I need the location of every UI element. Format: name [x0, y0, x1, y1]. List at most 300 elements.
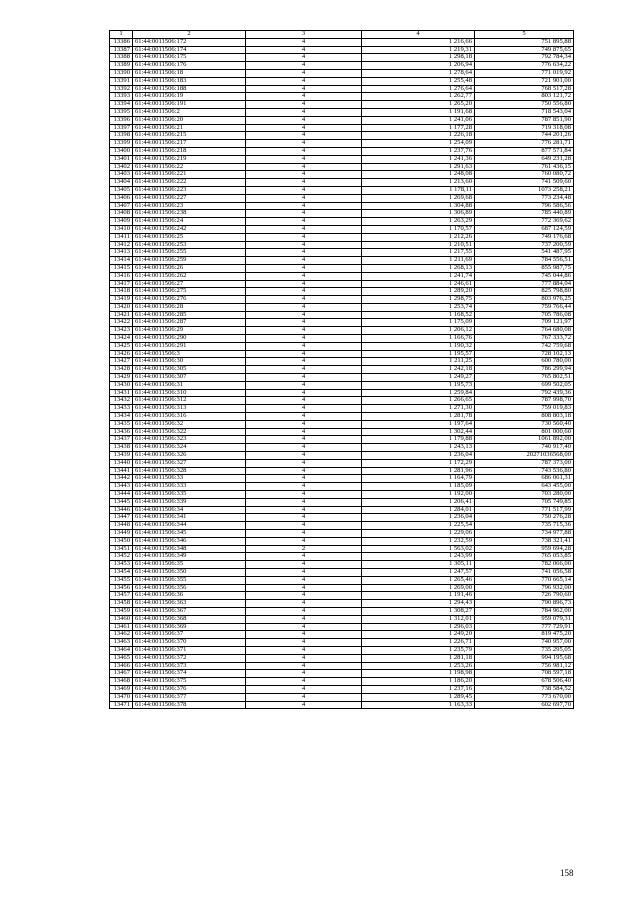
- table-row: [110, 397, 574, 405]
- cadastral-number-cell: 61:44:0011506:316: [133, 413, 246, 421]
- table-row: [110, 303, 574, 311]
- cadastral-value-cell: 759 766,44: [475, 303, 574, 311]
- cadastral-number-cell: 61:44:0011506:172: [133, 38, 246, 46]
- cadastral-number-cell: 61:44:0011506:374: [133, 670, 246, 678]
- cadastral-number-cell: 61:44:0011506:22: [133, 163, 246, 171]
- specific-value-cell: 1 291,63: [362, 163, 475, 171]
- cadastral-value-cell: 726 790,60: [475, 592, 574, 600]
- table-row: [110, 69, 574, 77]
- group-code-cell: 4: [246, 615, 362, 623]
- specific-value-cell: 1 190,32: [362, 342, 475, 350]
- row-number-cell: 13402: [110, 163, 133, 171]
- table-row: [110, 327, 574, 335]
- table-row: [110, 233, 574, 241]
- cadastral-number-cell: 61:44:0011506:262: [133, 272, 246, 280]
- specific-value-cell: 1 197,64: [362, 420, 475, 428]
- cadastral-number-cell: 61:44:0011506:285: [133, 311, 246, 319]
- table-row: [110, 257, 574, 265]
- group-code-cell: 4: [246, 225, 362, 233]
- table-row: [110, 568, 574, 576]
- cadastral-number-cell: 61:44:0011506:21: [133, 124, 246, 132]
- cadastral-number-cell: 61:44:0011506:227: [133, 194, 246, 202]
- cadastral-value-cell: 756 981,12: [475, 662, 574, 670]
- group-code-cell: 4: [246, 202, 362, 210]
- row-number-cell: 13391: [110, 77, 133, 85]
- cadastral-value-cell: 738 584,52: [475, 685, 574, 693]
- group-code-cell: 4: [246, 132, 362, 140]
- table-row: [110, 413, 574, 421]
- specific-value-cell: 1 265,20: [362, 101, 475, 109]
- table-row: [110, 264, 574, 272]
- group-code-cell: 4: [246, 366, 362, 374]
- specific-value-cell: 1 172,29: [362, 459, 475, 467]
- cadastral-value-cell: 705 749,85: [475, 498, 574, 506]
- group-code-cell: 4: [246, 491, 362, 499]
- table-row: [110, 280, 574, 288]
- cadastral-number-cell: 61:44:0011506:183: [133, 77, 246, 85]
- row-number-cell: 13427: [110, 358, 133, 366]
- cadastral-number-cell: 61:44:0011506:27: [133, 280, 246, 288]
- group-code-cell: 4: [246, 85, 362, 93]
- cadastral-value-cell: 699 502,05: [475, 381, 574, 389]
- specific-value-cell: 1 236,04: [362, 452, 475, 460]
- group-code-cell: 4: [246, 420, 362, 428]
- group-code-cell: 4: [246, 264, 362, 272]
- row-number-cell: 13466: [110, 662, 133, 670]
- specific-value-cell: 1 248,08: [362, 171, 475, 179]
- group-code-cell: 4: [246, 561, 362, 569]
- group-code-cell: 4: [246, 428, 362, 436]
- specific-value-cell: 1 243,99: [362, 553, 475, 561]
- cadastral-number-cell: 61:44:0011506:307: [133, 374, 246, 382]
- row-number-cell: 13389: [110, 62, 133, 70]
- specific-value-cell: 1 226,18: [362, 132, 475, 140]
- table-row: [110, 615, 574, 623]
- row-number-cell: 13387: [110, 46, 133, 54]
- cadastral-number-cell: 61:44:0011506:322: [133, 428, 246, 436]
- specific-value-cell: 1 185,09: [362, 483, 475, 491]
- cadastral-number-cell: 61:44:0011506:368: [133, 615, 246, 623]
- row-number-cell: 13400: [110, 147, 133, 155]
- table-row: [110, 545, 574, 553]
- cadastral-value-cell: 730 560,40: [475, 420, 574, 428]
- cadastral-number-cell: 61:44:0011506:28: [133, 303, 246, 311]
- row-number-cell: 13417: [110, 280, 133, 288]
- cadastral-number-cell: 61:44:0011506:369: [133, 623, 246, 631]
- cadastral-value-cell: 765 053,85: [475, 553, 574, 561]
- group-code-cell: 4: [246, 116, 362, 124]
- specific-value-cell: 1 255,48: [362, 77, 475, 85]
- table-row: [110, 210, 574, 218]
- specific-value-cell: 1 166,76: [362, 335, 475, 343]
- specific-value-cell: 1 308,27: [362, 607, 475, 615]
- cadastral-value-cell: 703 280,00: [475, 491, 574, 499]
- row-number-cell: 13454: [110, 568, 133, 576]
- cadastral-value-cell: 721 901,00: [475, 77, 574, 85]
- table-row: [110, 576, 574, 584]
- cadastral-value-cell: 750 556,80: [475, 101, 574, 109]
- row-number-cell: 13438: [110, 444, 133, 452]
- row-number-cell: 13432: [110, 397, 133, 405]
- row-number-cell: 13459: [110, 607, 133, 615]
- row-number-cell: 13392: [110, 85, 133, 93]
- cadastral-value-cell: 808 803,18: [475, 413, 574, 421]
- cadastral-value-cell: 786 299,94: [475, 366, 574, 374]
- row-number-cell: 13445: [110, 498, 133, 506]
- table-row: [110, 249, 574, 257]
- group-code-cell: 4: [246, 358, 362, 366]
- specific-value-cell: 1 281,96: [362, 467, 475, 475]
- table-row: [110, 553, 574, 561]
- group-code-cell: 4: [246, 77, 362, 85]
- group-code-cell: 4: [246, 537, 362, 545]
- cadastral-value-cell: 803 976,25: [475, 296, 574, 304]
- specific-value-cell: 1 305,11: [362, 561, 475, 569]
- specific-value-cell: 1 177,28: [362, 124, 475, 132]
- cadastral-value-cell: 770 665,14: [475, 576, 574, 584]
- specific-value-cell: 1 235,79: [362, 646, 475, 654]
- group-code-cell: 4: [246, 678, 362, 686]
- cadastral-value-cell: 742 759,68: [475, 342, 574, 350]
- cadastral-number-cell: 61:44:0011506:175: [133, 54, 246, 62]
- group-code-cell: 4: [246, 623, 362, 631]
- specific-value-cell: 1 294,43: [362, 600, 475, 608]
- specific-value-cell: 1 192,00: [362, 491, 475, 499]
- group-code-cell: 4: [246, 171, 362, 179]
- group-code-cell: 4: [246, 592, 362, 600]
- specific-value-cell: 1 195,57: [362, 350, 475, 358]
- group-code-cell: 4: [246, 607, 362, 615]
- row-number-cell: 13425: [110, 342, 133, 350]
- group-code-cell: 4: [246, 584, 362, 592]
- row-number-cell: 13420: [110, 303, 133, 311]
- cadastral-number-cell: 61:44:0011506:344: [133, 522, 246, 530]
- table-row: [110, 171, 574, 179]
- group-code-cell: 4: [246, 600, 362, 608]
- row-number-cell: 13461: [110, 623, 133, 631]
- cadastral-number-cell: 61:44:0011506:221: [133, 171, 246, 179]
- cadastral-value-cell: 803 121,72: [475, 93, 574, 101]
- cadastral-value-cell: 777 884,04: [475, 280, 574, 288]
- row-number-cell: 13415: [110, 264, 133, 272]
- cadastral-number-cell: 61:44:0011506:313: [133, 405, 246, 413]
- table-row: [110, 639, 574, 647]
- row-number-cell: 13465: [110, 654, 133, 662]
- specific-value-cell: 1 269,00: [362, 584, 475, 592]
- row-number-cell: 13416: [110, 272, 133, 280]
- cadastral-number-cell: 61:44:0011506:218: [133, 147, 246, 155]
- row-number-cell: 13393: [110, 93, 133, 101]
- row-number-cell: 13412: [110, 241, 133, 249]
- row-number-cell: 13441: [110, 467, 133, 475]
- row-number-cell: 13449: [110, 530, 133, 538]
- table-row: [110, 452, 574, 460]
- cadastral-number-cell: 61:44:0011506:23: [133, 202, 246, 210]
- table-row: [110, 140, 574, 148]
- specific-value-cell: 1 298,18: [362, 54, 475, 62]
- cadastral-value-cell: 738 321,41: [475, 537, 574, 545]
- cadastral-value-cell: 787 998,70: [475, 397, 574, 405]
- cadastral-value-cell: 678 506,40: [475, 678, 574, 686]
- cadastral-number-cell: 61:44:0011506:20: [133, 116, 246, 124]
- row-number-cell: 13443: [110, 483, 133, 491]
- table-row: [110, 491, 574, 499]
- specific-value-cell: 1 229,06: [362, 530, 475, 538]
- cadastral-value-cell: 764 680,08: [475, 327, 574, 335]
- specific-value-cell: 1 266,65: [362, 397, 475, 405]
- table-row: [110, 350, 574, 358]
- table-row: [110, 186, 574, 194]
- cadastral-number-cell: 61:44:0011506:26: [133, 264, 246, 272]
- cadastral-number-cell: 61:44:0011506:30: [133, 358, 246, 366]
- row-number-cell: 13388: [110, 54, 133, 62]
- group-code-cell: 4: [246, 101, 362, 109]
- specific-value-cell: 1 211,25: [362, 358, 475, 366]
- table-row: [110, 163, 574, 171]
- row-number-cell: 13458: [110, 600, 133, 608]
- table-row: [110, 405, 574, 413]
- cadastral-value-cell: 759 019,83: [475, 405, 574, 413]
- group-code-cell: 4: [246, 646, 362, 654]
- cadastral-value-cell: 784 556,51: [475, 257, 574, 265]
- cadastral-number-cell: 61:44:0011506:32: [133, 420, 246, 428]
- cadastral-number-cell: 61:44:0011506:255: [133, 249, 246, 257]
- group-code-cell: 4: [246, 69, 362, 77]
- cadastral-number-cell: 61:44:0011506:326: [133, 452, 246, 460]
- cadastral-value-cell: 735 295,05: [475, 646, 574, 654]
- cadastral-value-cell: 776 634,22: [475, 62, 574, 70]
- cadastral-value-cell: 773 234,48: [475, 194, 574, 202]
- cadastral-number-cell: 61:44:0011506:219: [133, 155, 246, 163]
- group-code-cell: 4: [246, 342, 362, 350]
- group-code-cell: 4: [246, 186, 362, 194]
- table-row: [110, 374, 574, 382]
- cadastral-value-cell: 741 056,58: [475, 568, 574, 576]
- cadastral-number-cell: 61:44:0011506:217: [133, 140, 246, 148]
- cadastral-number-cell: 61:44:0011506:36: [133, 592, 246, 600]
- table-row: [110, 319, 574, 327]
- group-code-cell: 4: [246, 389, 362, 397]
- cadastral-value-cell: 959 079,31: [475, 615, 574, 623]
- cadastral-value-cell: 602 697,70: [475, 701, 574, 709]
- cadastral-number-cell: 61:44:0011506:350: [133, 568, 246, 576]
- row-number-cell: 13436: [110, 428, 133, 436]
- row-number-cell: 13409: [110, 218, 133, 226]
- table-row: [110, 194, 574, 202]
- group-code-cell: 4: [246, 124, 362, 132]
- group-code-cell: 4: [246, 288, 362, 296]
- table-row: [110, 623, 574, 631]
- specific-value-cell: 1 306,89: [362, 210, 475, 218]
- row-number-cell: 13399: [110, 140, 133, 148]
- cadastral-value-cell: 787 851,90: [475, 116, 574, 124]
- cadastral-value-cell: 643 455,00: [475, 483, 574, 491]
- cadastral-number-cell: 61:44:0011506:335: [133, 491, 246, 499]
- group-code-cell: 4: [246, 93, 362, 101]
- table-row: [110, 584, 574, 592]
- cadastral-value-cell: 749 176,68: [475, 233, 574, 241]
- group-code-cell: 4: [246, 397, 362, 405]
- specific-value-cell: 1 243,13: [362, 444, 475, 452]
- cadastral-number-cell: 61:44:0011506:33: [133, 475, 246, 483]
- cadastral-value-cell: 719 318,08: [475, 124, 574, 132]
- cadastral-number-cell: 61:44:0011506:238: [133, 210, 246, 218]
- table-row: [110, 38, 574, 46]
- specific-value-cell: 1 289,45: [362, 693, 475, 701]
- specific-value-cell: 1 247,57: [362, 568, 475, 576]
- table-row: [110, 592, 574, 600]
- specific-value-cell: 1 249,20: [362, 631, 475, 639]
- row-number-cell: 13397: [110, 124, 133, 132]
- cadastral-number-cell: 61:44:0011506:291: [133, 342, 246, 350]
- table-row: [110, 381, 574, 389]
- cadastral-value-cell: 686 061,31: [475, 475, 574, 483]
- cadastral-number-cell: 61:44:0011506:377: [133, 693, 246, 701]
- cadastral-value-cell: 740 957,00: [475, 639, 574, 647]
- table-row: [110, 225, 574, 233]
- cadastral-number-cell: 61:44:0011506:253: [133, 241, 246, 249]
- row-number-cell: 13429: [110, 374, 133, 382]
- group-code-cell: 4: [246, 46, 362, 54]
- row-number-cell: 13410: [110, 225, 133, 233]
- table-row: [110, 93, 574, 101]
- column-header-2: 2: [133, 31, 246, 39]
- table-row: [110, 530, 574, 538]
- row-number-cell: 13414: [110, 257, 133, 265]
- row-number-cell: 13403: [110, 171, 133, 179]
- group-code-cell: 4: [246, 194, 362, 202]
- table-row: [110, 288, 574, 296]
- column-header-3: 3: [246, 31, 362, 39]
- cadastral-value-cell: 773 670,00: [475, 693, 574, 701]
- table-row: [110, 132, 574, 140]
- table-row: [110, 467, 574, 475]
- cadastral-value-cell: 771 019,92: [475, 69, 574, 77]
- specific-value-cell: 1 191,68: [362, 108, 475, 116]
- cadastral-number-cell: 61:44:0011506:363: [133, 600, 246, 608]
- cadastral-value-cell: 765 802,51: [475, 374, 574, 382]
- cadastral-value-cell: 787 373,00: [475, 459, 574, 467]
- group-code-cell: 4: [246, 38, 362, 46]
- group-code-cell: 4: [246, 568, 362, 576]
- group-code-cell: 4: [246, 413, 362, 421]
- row-number-cell: 13442: [110, 475, 133, 483]
- cadastral-number-cell: 61:44:0011506:242: [133, 225, 246, 233]
- specific-value-cell: 1 206,41: [362, 498, 475, 506]
- cadastral-number-cell: 61:44:0011506:346: [133, 537, 246, 545]
- group-code-cell: 4: [246, 654, 362, 662]
- row-number-cell: 13471: [110, 701, 133, 709]
- cadastral-number-cell: 61:44:0011506:29: [133, 327, 246, 335]
- group-code-cell: 4: [246, 444, 362, 452]
- cadastral-number-cell: 61:44:0011506:305: [133, 366, 246, 374]
- cadastral-number-cell: 61:44:0011506:25: [133, 233, 246, 241]
- cadastral-value-cell: 801 000,60: [475, 428, 574, 436]
- specific-value-cell: 1 179,88: [362, 436, 475, 444]
- cadastral-value-cell: 734 977,88: [475, 530, 574, 538]
- row-number-cell: 13411: [110, 233, 133, 241]
- table-row: [110, 654, 574, 662]
- cadastral-number-cell: 61:44:0011506:372: [133, 654, 246, 662]
- specific-value-cell: 1 241,06: [362, 116, 475, 124]
- cadastral-number-cell: 61:44:0011506:259: [133, 257, 246, 265]
- cadastral-number-cell: 61:44:0011506:339: [133, 498, 246, 506]
- row-number-cell: 13460: [110, 615, 133, 623]
- row-number-cell: 13437: [110, 436, 133, 444]
- table-row: [110, 389, 574, 397]
- specific-value-cell: 1 241,36: [362, 155, 475, 163]
- specific-value-cell: 1 302,44: [362, 428, 475, 436]
- specific-value-cell: 1 254,09: [362, 140, 475, 148]
- group-code-cell: 4: [246, 319, 362, 327]
- cadastral-number-cell: 61:44:0011506:290: [133, 335, 246, 343]
- row-number-cell: 13386: [110, 38, 133, 46]
- table-row: [110, 506, 574, 514]
- table-row: [110, 444, 574, 452]
- cadastral-value-cell: 994 195,68: [475, 654, 574, 662]
- row-number-cell: 13462: [110, 631, 133, 639]
- specific-value-cell: 1 259,84: [362, 389, 475, 397]
- group-code-cell: 4: [246, 108, 362, 116]
- cadastral-number-cell: 61:44:0011506:333: [133, 483, 246, 491]
- column-header-5: 5: [475, 31, 574, 39]
- cadastral-number-cell: 61:44:0011506:324: [133, 444, 246, 452]
- table-row: [110, 108, 574, 116]
- group-code-cell: 4: [246, 483, 362, 491]
- table-row: [110, 670, 574, 678]
- specific-value-cell: 1 211,69: [362, 257, 475, 265]
- cadastral-number-cell: 61:44:0011506:37: [133, 631, 246, 639]
- table-row: [110, 179, 574, 187]
- specific-value-cell: 1 195,73: [362, 381, 475, 389]
- specific-value-cell: 1 278,64: [362, 69, 475, 77]
- specific-value-cell: 1 216,66: [362, 38, 475, 46]
- specific-value-cell: 1 246,61: [362, 280, 475, 288]
- group-code-cell: 4: [246, 179, 362, 187]
- group-code-cell: 4: [246, 522, 362, 530]
- table-body: [110, 38, 574, 709]
- group-code-cell: 4: [246, 685, 362, 693]
- cadastral-value-cell: 741 509,60: [475, 179, 574, 187]
- cadastral-number-cell: 61:44:0011506:2: [133, 108, 246, 116]
- specific-value-cell: 1 175,09: [362, 319, 475, 327]
- group-code-cell: 4: [246, 350, 362, 358]
- specific-value-cell: 1 563,02: [362, 545, 475, 553]
- specific-value-cell: 1 186,20: [362, 678, 475, 686]
- group-code-cell: 4: [246, 639, 362, 647]
- cadastral-number-cell: 61:44:0011506:191: [133, 101, 246, 109]
- row-number-cell: 13408: [110, 210, 133, 218]
- row-number-cell: 13395: [110, 108, 133, 116]
- row-number-cell: 13422: [110, 319, 133, 327]
- specific-value-cell: 1 206,12: [362, 327, 475, 335]
- specific-value-cell: 1 296,03: [362, 623, 475, 631]
- specific-value-cell: 1 263,29: [362, 218, 475, 226]
- group-code-cell: 4: [246, 381, 362, 389]
- cadastral-number-cell: 61:44:0011506:367: [133, 607, 246, 615]
- cadastral-number-cell: 61:44:0011506:341: [133, 514, 246, 522]
- group-code-cell: 4: [246, 62, 362, 70]
- cadastral-value-cell: 784 962,00: [475, 607, 574, 615]
- page-number: 158: [560, 868, 574, 878]
- cadastral-number-cell: 61:44:0011506:3: [133, 350, 246, 358]
- cadastral-value-cell: 771 517,99: [475, 506, 574, 514]
- row-number-cell: 13426: [110, 350, 133, 358]
- specific-value-cell: 1 268,13: [362, 264, 475, 272]
- specific-value-cell: 1 281,78: [362, 413, 475, 421]
- specific-value-cell: 1 271,30: [362, 405, 475, 413]
- table-row: [110, 475, 574, 483]
